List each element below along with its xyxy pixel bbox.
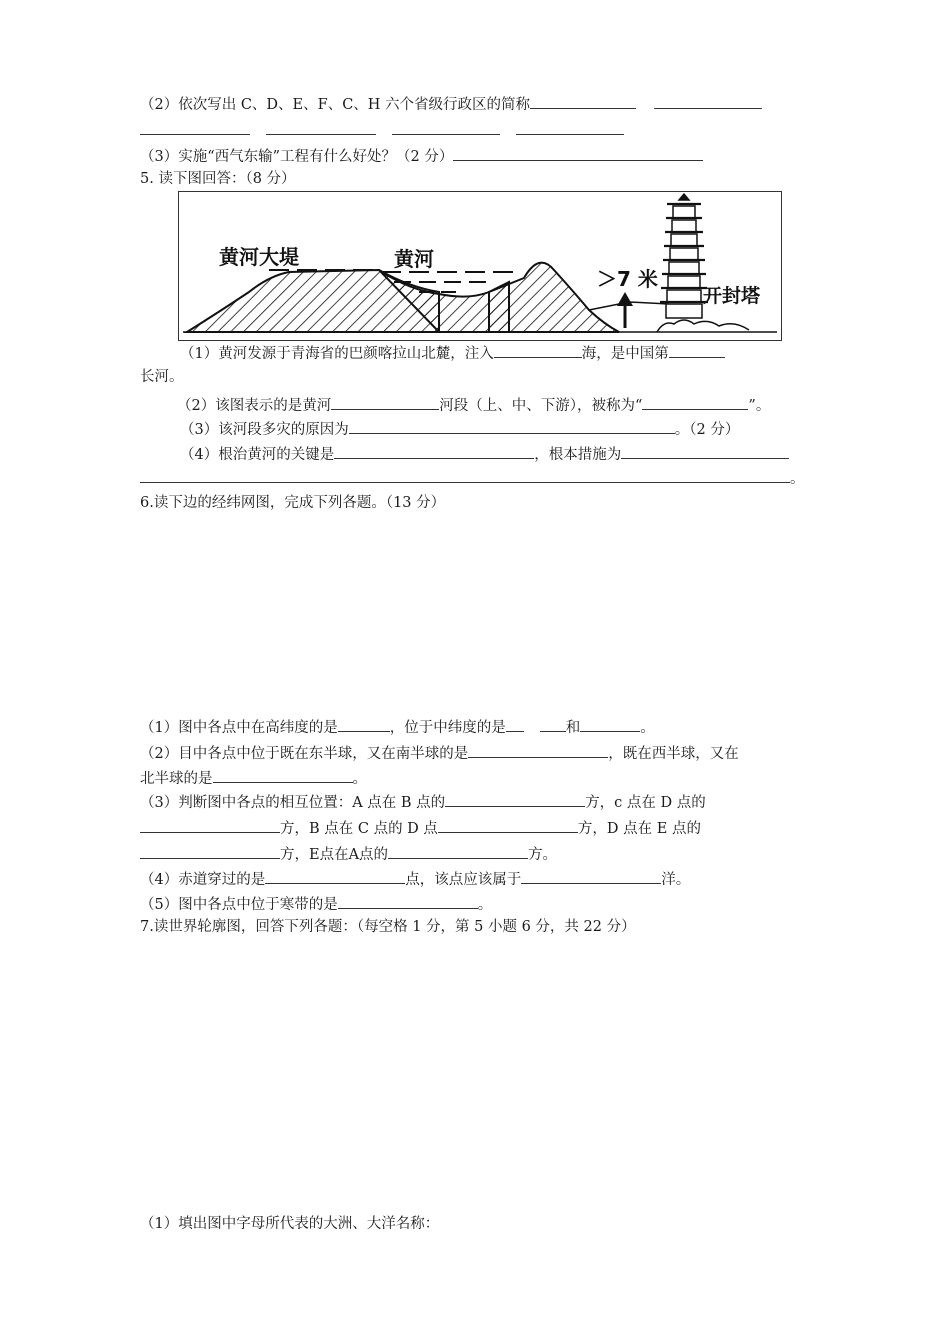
q6-part5-text-b: 。 — [477, 897, 493, 913]
answer-blank[interactable] — [438, 817, 578, 833]
q5-part3-text-b: 。（2 分） — [674, 422, 740, 438]
label-height-over-7m: ＞7 米 — [597, 267, 658, 291]
answer-blank[interactable] — [580, 716, 640, 732]
q6-part3-cont1 — [140, 817, 701, 839]
q6-part5-text-a: （5）图中各点中位于寒带的是 — [140, 897, 338, 913]
q5-part3-text-a: （3）该河段多灾的原因为 — [180, 422, 349, 438]
answer-blank[interactable] — [540, 716, 566, 732]
q6-part2-text-d: 。 — [352, 771, 367, 787]
label-yellow-river: 黄河 — [394, 247, 434, 271]
q5-part2-text-c: ”。 — [748, 398, 771, 414]
q6-part4-line — [140, 868, 690, 890]
q6-part3-cont2 — [140, 843, 557, 865]
answer-blank[interactable] — [445, 791, 585, 807]
answer-blank[interactable] — [516, 119, 624, 135]
q6-part4-text-b: 点，该点应该属于 — [405, 872, 522, 888]
label-yellow-river-dike: 黄河大堤 — [219, 245, 299, 269]
q6-part1-text-b: ，位于中纬度的是 — [389, 720, 506, 736]
answer-blank[interactable] — [494, 342, 582, 358]
q7-part1-line: （1）填出图中字母所代表的大洲、大洋名称： — [140, 1216, 440, 1232]
q5-title: 5. 读下图回答：（8 分） — [140, 171, 296, 187]
answer-blank[interactable] — [331, 394, 439, 410]
q5-part4-text-a: （4）根治黄河的关键是 — [180, 447, 335, 463]
q6-part4-text-c: 洋。 — [661, 872, 691, 888]
q5-part2-text-b: 河段（上、中、下游），被称为“ — [439, 398, 643, 414]
answer-blank[interactable] — [621, 443, 789, 459]
q5-part2-line — [177, 394, 770, 416]
left-dike — [187, 270, 439, 332]
q6-part1-text-c: 和 — [565, 720, 581, 736]
answer-blank[interactable] — [140, 843, 280, 859]
answer-blank[interactable] — [521, 868, 661, 884]
answer-blank[interactable] — [468, 742, 608, 758]
q5-part1-text-b: 海，是中国第 — [581, 346, 669, 362]
answer-blank[interactable] — [265, 868, 405, 884]
q4-part2-line — [140, 93, 762, 115]
answer-blank[interactable] — [334, 443, 534, 459]
q6-part2-text-b: ，既在西半球，又在 — [608, 746, 739, 762]
answer-blank[interactable] — [388, 843, 528, 859]
label-kaifeng-tower: 开封塔 — [703, 285, 761, 307]
answer-blank[interactable] — [453, 145, 703, 161]
q5-part1-line — [180, 342, 725, 364]
cross-section-diagram — [179, 192, 781, 340]
answer-blank[interactable] — [392, 119, 500, 135]
height-arrow — [617, 292, 633, 328]
answer-blank[interactable] — [140, 817, 280, 833]
kaifeng-pagoda-drawing — [657, 194, 749, 332]
q6-part2-cont — [140, 767, 367, 789]
q5-part2-text-a: （2）该图表示的是黄河 — [177, 398, 332, 414]
q6-part3-text-e: 方，E点在A点的 — [280, 847, 389, 863]
q5-part3-line — [180, 418, 739, 440]
q4-blanks-line — [140, 119, 624, 141]
yellow-river-cross-section-figure — [178, 191, 782, 341]
q5-part4-line — [180, 443, 789, 465]
q6-part2-text-c: 北半球的是 — [140, 771, 213, 787]
q6-part2-line — [140, 742, 739, 764]
q5-part1-cont: 长河。 — [140, 369, 184, 385]
q6-part3-line — [140, 791, 706, 813]
q6-part5-line — [140, 893, 492, 915]
q6-part3-text-a: （3）判断图中各点的相互位置：A 点在 B 点的 — [140, 795, 446, 811]
answer-blank[interactable] — [530, 93, 636, 109]
answer-blank[interactable] — [140, 119, 250, 135]
answer-blank[interactable] — [338, 716, 390, 732]
q6-part1-text-d: 。 — [640, 720, 655, 736]
answer-blank[interactable] — [506, 716, 524, 732]
q5-part1-text-a: （1）黄河发源于青海省的巴颜喀拉山北麓，注入 — [180, 346, 494, 362]
q6-part4-text-a: （4）赤道穿过的是 — [140, 872, 266, 888]
q5-part4-cont — [140, 467, 805, 489]
answer-blank[interactable] — [213, 767, 353, 783]
answer-blank[interactable] — [140, 467, 790, 483]
answer-blank[interactable] — [266, 119, 376, 135]
q7-title: 7.读世界轮廓图，回答下列各题：（每空格 1 分，第 5 小题 6 分，共 22 分） — [140, 919, 636, 935]
q4-part3-text: （3）实施“西气东输”工程有什么好处？（2 分） — [140, 149, 454, 165]
answer-blank[interactable] — [349, 418, 675, 434]
q6-part2-text-a: （2）目中各点中位于既在东半球，又在南半球的是 — [140, 746, 469, 762]
q4-part3-line — [140, 145, 703, 167]
q6-part3-text-c: 方，B 点在 C 点的 D 点 — [280, 821, 438, 837]
q5-part4-text-c: 。 — [790, 471, 805, 487]
q6-part3-text-b: 方，c 点在 D 点的 — [585, 795, 706, 811]
answer-blank[interactable] — [642, 394, 748, 410]
q6-part3-text-f: 方。 — [528, 847, 558, 863]
answer-blank[interactable] — [338, 893, 478, 909]
answer-blank[interactable] — [654, 93, 762, 109]
q6-part3-text-d: 方，D 点在 E 点的 — [577, 821, 701, 837]
q6-part1-line — [140, 716, 655, 738]
answer-blank[interactable] — [669, 342, 725, 358]
q6-part1-text-a: （1）图中各点中在高纬度的是 — [140, 720, 338, 736]
q5-part4-text-b: ，根本措施为 — [534, 447, 622, 463]
q4-part2-text: （2）依次写出 C、D、E、F、C、H 六个省级行政区的简称 — [140, 97, 531, 113]
q6-title: 6.读下边的经纬网图，完成下列各题。（13 分） — [140, 495, 446, 511]
